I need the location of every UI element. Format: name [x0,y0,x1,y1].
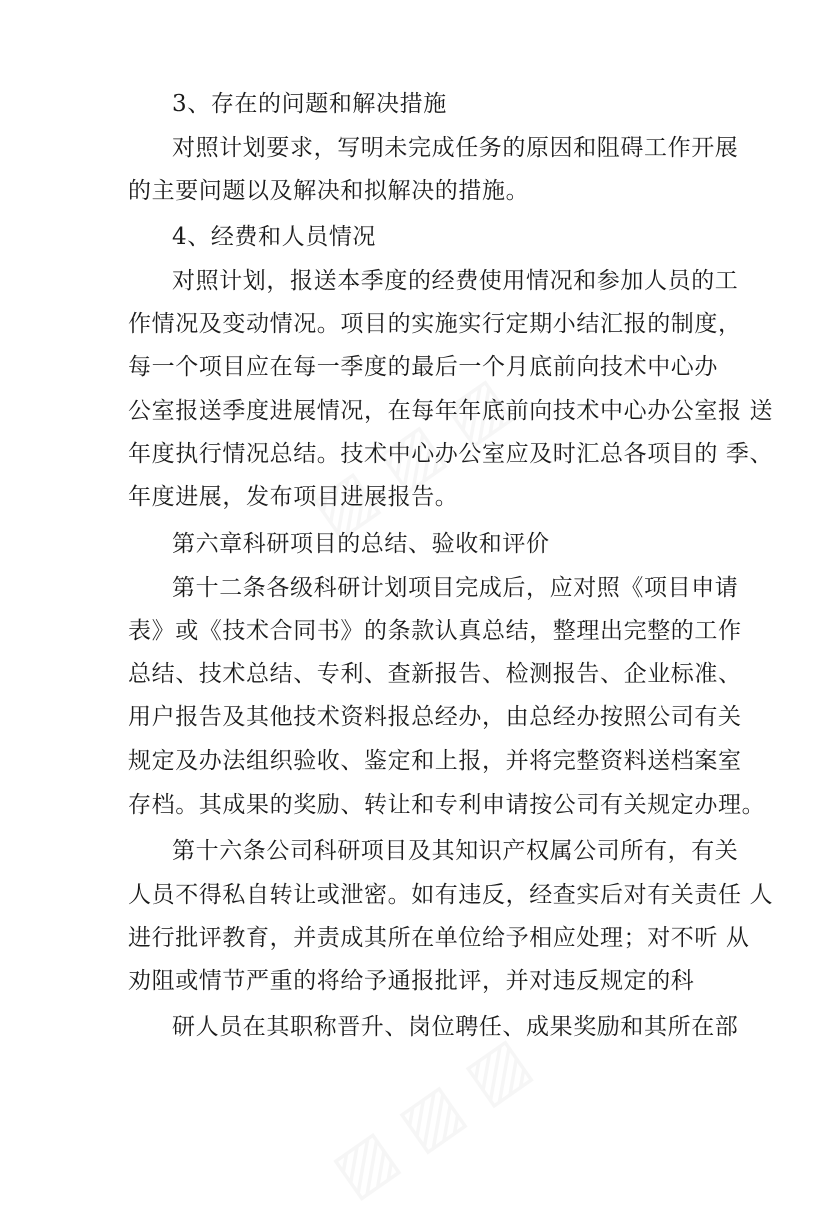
text-line: 对照计划，报送本季度的经费使用情况和参加人员的工 [172,268,739,294]
text-line: 进行批评教育，并责成其所在单位给予相应处理；对不听 从 [128,925,750,951]
text-line: 劝阻或情节严重的将给予通报批评，并对违反规定的科 [128,968,695,994]
text-line: 每一个项目应在每一季度的最后一个月底前向技术中心办 [128,354,718,380]
text-line: 第十二条各级科研计划项目完成后，应对照《项目申请 [172,575,739,601]
text-line: 总结、技术总结、专利、查新报告、检测报告、企业标准、 [128,661,742,687]
text-line: 的主要问题以及解决和拟解决的措施。 [128,178,530,204]
text-line: 对照计划要求，写明未完成任务的原因和阻碍工作开展 [172,135,739,161]
text-line: 3、存在的问题和解决措施 [172,91,447,117]
text-line: 年度执行情况总结。技术中心办公室应及时汇总各项目的 季、 [128,441,774,467]
text-line: 作情况及变动情况。项目的实施实行定期小结汇报的制度， [128,311,742,337]
text-line: 年度进展，发布项目进展报告。 [128,484,459,510]
text-line: 4、经费和人员情况 [172,224,377,250]
text-line: 规定及办法组织验收、鉴定和上报，并将完整资料送档案室 [128,748,742,774]
text-line: 公室报送季度进展情况，在每年年底前向技术中心办公室报 送 [128,398,774,424]
watermark [319,1023,543,1211]
text-line: 研人员在其职称晋升、岗位聘任、成果奖励和其所在部 [172,1014,739,1040]
text-line: 存档。其成果的奖励、转让和专利申请按公司有关规定办理。 [128,792,766,818]
text-line: 表》或《技术合同书》的条款认真总结，整理出完整的工作 [128,618,742,644]
text-line: 人员不得私自转让或泄密。如有违反，经查实后对有关责任 人 [128,882,774,908]
text-line: 第十六条公司科研项目及其知识产权属公司所有，有关 [172,838,739,864]
section-heading: 第六章科研项目的总结、验收和评价 [172,531,550,557]
text-line: 用户报告及其他技术资料报总经办，由总经办按照公司有关 [128,704,742,730]
